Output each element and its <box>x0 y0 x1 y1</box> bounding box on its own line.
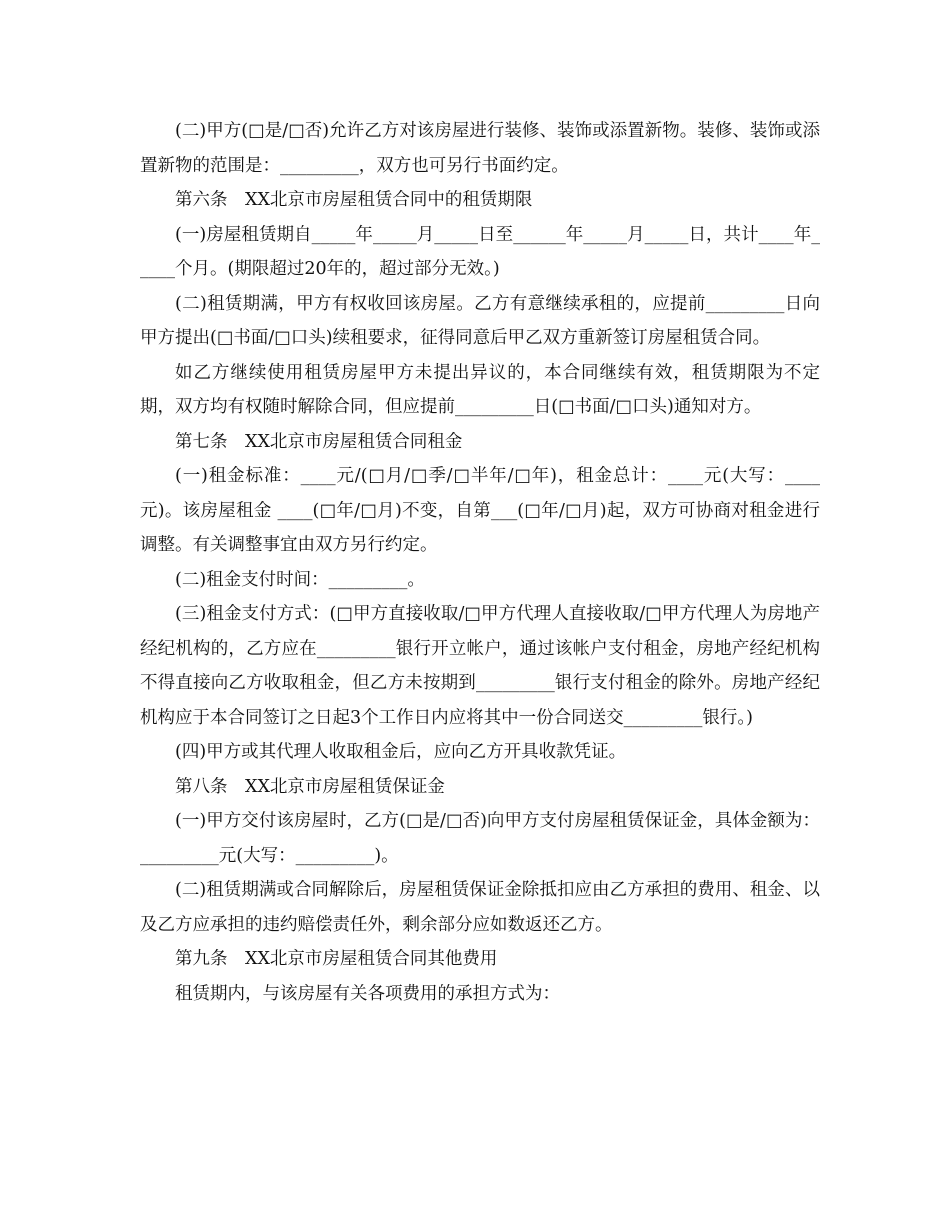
clause-7-1-rent-standard: (一)租金标准：____元/(□月/□季/□半年/□年)，租金总计：____元(大写：____元)。该房屋租金 ____(□年/□月)不变，自第___(□年/□月)起，双方可协商对租金进行调整。有关调整事宜由双方另行约定。 <box>140 466 820 555</box>
clause-5-2-decoration: (二)甲方(□是/□否)允许乙方对该房屋进行装修、装饰或添置新物。装修、装饰或添置新物的范围是：_________，双方也可另行书面约定。 <box>140 121 820 176</box>
clause-7-3-payment-method: (三)租金支付方式：(□甲方直接收取/□甲方代理人直接收取/□甲方代理人为房地产经纪机构的，乙方应在_________银行开立帐户，通过该帐户支付租金，房地产经纪机构不得直接向乙方收取租金，但乙方未按期到_________银行支付租金的除外。房地产经纪机构应于本合同签订之日起3个工作日内应将其中一份合同送交_________银行。) <box>140 604 820 728</box>
clause-8-1-deposit: (一)甲方交付该房屋时，乙方(□是/□否)向甲方支付房屋租赁保证金，具体金额为：_________元(大写：_________)。 <box>140 811 820 866</box>
article-7-heading: 第七条 XX北京市房屋租赁合同租金 <box>175 431 463 452</box>
clause-6-indefinite-term: 如乙方继续使用租赁房屋甲方未提出异议的，本合同继续有效，租赁期限为不定期，双方均有权随时解除合同，但应提前_________日(□书面/□口头)通知对方。 <box>140 362 820 417</box>
clause-8-2-deposit-return: (二)租赁期满或合同解除后，房屋租赁保证金除抵扣应由乙方承担的费用、租金、以及乙方应承担的违约赔偿责任外，剩余部分应如数返还乙方。 <box>140 880 820 935</box>
article-8-heading: 第八条 XX北京市房屋租赁保证金 <box>175 776 445 797</box>
article-6-heading: 第六条 XX北京市房屋租赁合同中的租赁期限 <box>175 190 533 210</box>
clause-7-4-receipt: (四)甲方或其代理人收取租金后，应向乙方开具收款凭证。 <box>175 742 627 762</box>
clause-6-2-renewal: (二)租赁期满，甲方有权收回该房屋。乙方有意继续承租的，应提前_________日向甲方提出(□书面/□口头)续租要求，征得同意后甲乙双方重新签订房屋租赁合同。 <box>140 293 820 348</box>
clause-9-other-fees: 租赁期内，与该房屋有关各项费用的承担方式为： <box>175 983 560 1004</box>
article-9-heading: 第九条 XX北京市房屋租赁合同其他费用 <box>175 949 498 969</box>
clause-7-2-payment-time: (二)租金支付时间：_________。 <box>175 569 425 590</box>
clause-6-1-term: (一)房屋租赁期自_____年_____月_____日至______年_____月_____日，共计____年_____个月。(期限超过20年的，超过部分无效。) <box>140 224 820 279</box>
contract-body <box>140 114 820 1011</box>
